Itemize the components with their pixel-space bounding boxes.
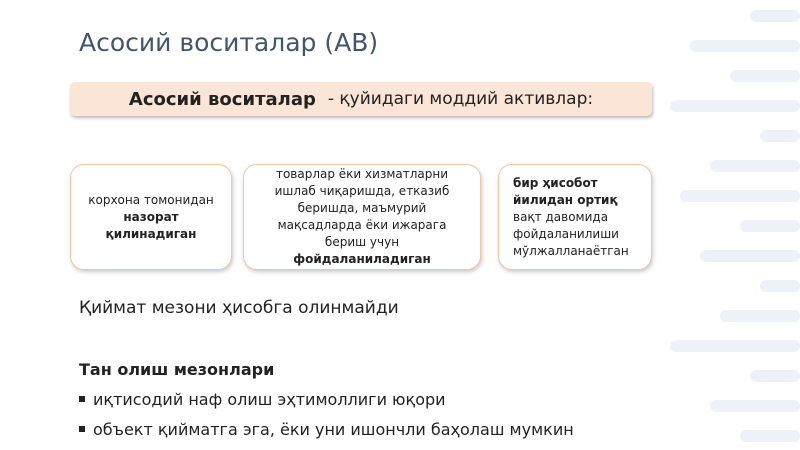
card-text: мўлжалланаётган bbox=[513, 243, 629, 258]
card-text: ишлаб чиқаришда, етказиб bbox=[274, 184, 450, 198]
banner-definition: - қуйидаги моддий активлар: bbox=[327, 89, 594, 109]
card-text: корхона томонидан bbox=[88, 192, 214, 207]
definition-banner bbox=[70, 82, 652, 116]
card-text-bold: йилидан ортиқ bbox=[513, 192, 618, 207]
criterion-card-use bbox=[243, 164, 481, 270]
card-text: вақт давомида bbox=[513, 209, 609, 224]
card-text: товарлар ёки хизматларни bbox=[275, 167, 449, 181]
list-item bbox=[79, 390, 446, 409]
slide-title: Асосий воситалар (АВ) bbox=[79, 28, 379, 57]
card-text: беришда, маъмурий bbox=[297, 201, 427, 215]
criterion-card-control bbox=[70, 164, 232, 270]
card-text: фойдаланилиши bbox=[513, 226, 619, 241]
card-text: мақсадларда ёки ижарага bbox=[277, 218, 447, 232]
price-note: Қиймат мезони ҳисобга олинмайди bbox=[79, 298, 399, 318]
bullet-square-icon bbox=[79, 426, 85, 432]
banner-term: Асосий воситалар bbox=[128, 88, 316, 110]
card-text-bold: фойдаланиладиган bbox=[293, 252, 431, 266]
card-text-bold: бир ҳисобот bbox=[513, 175, 598, 190]
list-item-text: объект қийматга эга, ёки уни ишончли баҳолаш мумкин bbox=[93, 420, 574, 439]
card-text-bold: назорат bbox=[123, 209, 179, 224]
recognition-heading: Тан олиш мезонлари bbox=[79, 360, 275, 379]
card-text-bold: қилинадиган bbox=[105, 226, 197, 241]
bullet-square-icon bbox=[79, 396, 85, 402]
list-item bbox=[79, 420, 574, 439]
criterion-card-duration bbox=[498, 164, 652, 270]
card-text: бериш учун bbox=[324, 235, 400, 249]
list-item-text: иқтисодий наф олиш эҳтимоллиги юқори bbox=[93, 390, 446, 409]
